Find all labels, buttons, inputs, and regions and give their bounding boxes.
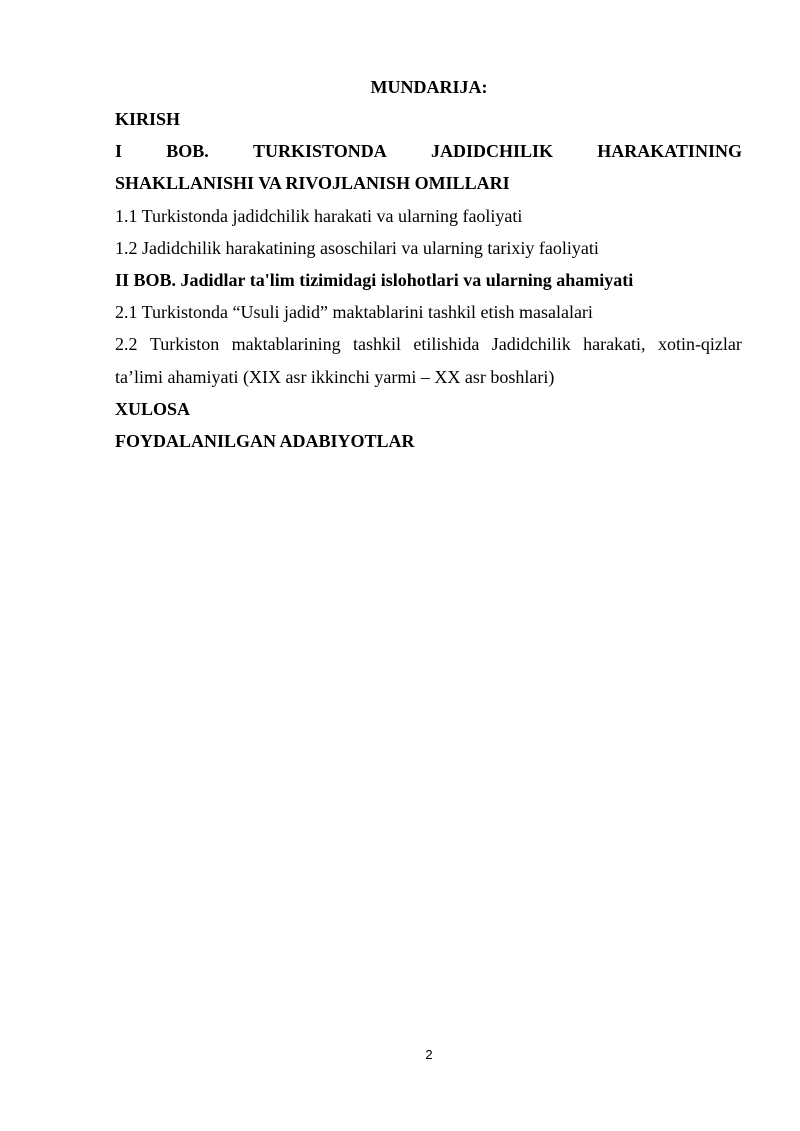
toc-word: HARAKATINING (597, 141, 742, 162)
toc-word: Turkiston (149, 334, 220, 355)
toc-item-chapter1-line2: SHAKLLANISHI VA RIVOJLANISH OMILLARI (115, 173, 510, 194)
table-of-contents (115, 108, 742, 462)
toc-word: etilishida (413, 334, 480, 355)
toc-item-section-2-2-line1 (115, 333, 742, 365)
toc-item-conclusion: XULOSA (115, 398, 191, 419)
toc-word: xotin-qizlar (657, 334, 742, 355)
toc-word: tashkil (352, 334, 401, 355)
toc-item-section-1-1: 1.1 Turkistonda jadidchilik harakati va ularning faoliyati (115, 205, 523, 226)
toc-item-references: FOYDALANILGAN ADABIYOTLAR (115, 430, 415, 451)
toc-word: BOB. (166, 141, 209, 162)
toc-word: TURKISTONDA (253, 141, 387, 162)
toc-item-section-1-2: 1.2 Jadidchilik harakatining asoschilari va ularning tarixiy faoliyati (115, 237, 599, 258)
toc-word: maktablarining (231, 334, 341, 355)
toc-word: I (115, 141, 123, 162)
toc-item-section-2-2-line2: ta’limi ahamiyati (XIX asr ikkinchi yarmi – XX asr boshlari) (115, 366, 555, 387)
toc-item-chapter2: II BOB. Jadidlar ta'lim tizimidagi islohotlari va ularning ahamiyati (115, 269, 634, 290)
toc-word: JADIDCHILIK (430, 141, 554, 162)
toc-word: harakati, (583, 334, 646, 355)
page-title: MUNDARIJA: (370, 77, 488, 97)
toc-item-section-2-1: 2.1 Turkistonda “Usuli jadid” maktablarini tashkil etish masalalari (115, 302, 593, 323)
toc-item-intro: KIRISH (115, 109, 181, 129)
page-number: 2 (425, 1047, 433, 1062)
toc-item-chapter1-line1 (115, 140, 742, 172)
toc-word: Jadidchilik (491, 334, 571, 355)
toc-word: 2.2 (115, 334, 138, 355)
